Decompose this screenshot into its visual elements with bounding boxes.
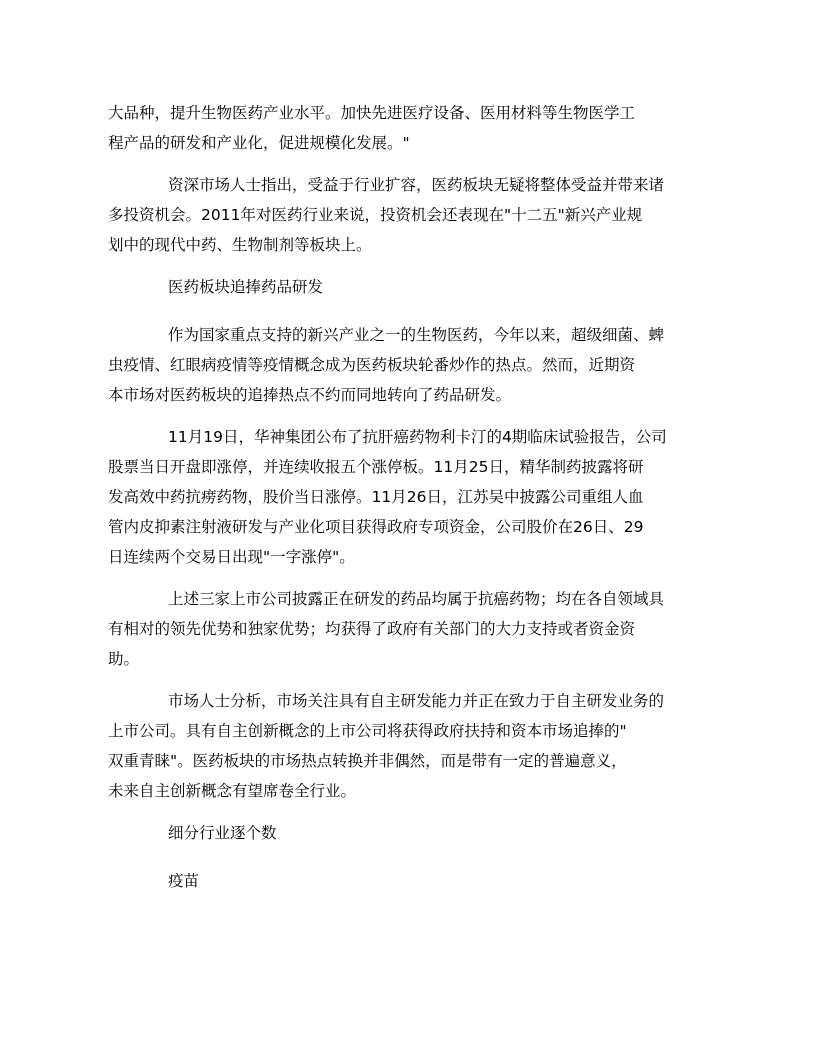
section-heading-segments bbox=[108, 818, 708, 848]
paragraph-4 bbox=[108, 422, 708, 572]
text-line: 发高效中药抗痨药物，股价当日涨停。11月26日，江苏吴中披露公司重组人血 bbox=[108, 488, 644, 506]
paragraph-5 bbox=[108, 584, 708, 674]
text-line: 未来自主创新概念有望席卷全行业。 bbox=[108, 782, 357, 800]
text-line: 作为国家重点支持的新兴产业之一的生物医药，今年以来，超级细菌、蜱 bbox=[168, 326, 665, 344]
text-line: 资深市场人士指出，受益于行业扩容，医药板块无疑将整体受益并带来诸 bbox=[168, 176, 665, 194]
section-heading-research bbox=[108, 272, 708, 302]
text-line: 大品种，提升生物医药产业水平。加快先进医疗设备、医用材料等生物医学工 bbox=[108, 104, 636, 122]
text-line: 市场人士分析，市场关注具有自主研发能力并正在致力于自主研发业务的 bbox=[168, 692, 665, 710]
text-line: 本市场对医药板块的追捧热点不约而同地转向了药品研发。 bbox=[108, 386, 512, 404]
heading-text: 医药板块追捧药品研发 bbox=[168, 278, 324, 296]
text-line: 日连续两个交易日出现"一字涨停"。 bbox=[108, 548, 355, 566]
text-line: 程产品的研发和产业化，促进规模化发展。" bbox=[108, 134, 410, 152]
paragraph-3 bbox=[108, 320, 708, 410]
text-line: 划中的现代中药、生物制剂等板块上。 bbox=[108, 236, 372, 254]
text-line: 双重青睐"。医药板块的市场热点转换并非偶然，而是带有一定的普遍意义， bbox=[108, 752, 627, 770]
text-line: 上市公司。具有自主创新概念的上市公司将获得政府扶持和资本市场追捧的" bbox=[108, 722, 627, 740]
text-line: 多投资机会。2011年对医药行业来说，投资机会还表现在"十二五"新兴产业规 bbox=[108, 206, 643, 224]
text-line: 管内皮抑素注射液研发与产业化项目获得政府专项资金，公司股价在26日、29 bbox=[108, 518, 644, 536]
text-line: 上述三家上市公司披露正在研发的药品均属于抗癌药物；均在各自领域具 bbox=[168, 590, 665, 608]
heading-text: 细分行业逐个数 bbox=[168, 824, 277, 842]
section-heading-vaccine bbox=[108, 866, 708, 896]
paragraph-2 bbox=[108, 170, 708, 260]
document-body bbox=[108, 98, 708, 908]
paragraph-6 bbox=[108, 686, 708, 806]
text-line: 有相对的领先优势和独家优势；均获得了政府有关部门的大力支持或者资金资 bbox=[108, 620, 636, 638]
text-line: 股票当日开盘即涨停，并连续收报五个涨停板。11月25日，精华制药披露将研 bbox=[108, 458, 644, 476]
paragraph-1 bbox=[108, 98, 708, 158]
text-line: 11月19日，华神集团公布了抗肝癌药物利卡汀的4期临床试验报告，公司 bbox=[168, 428, 667, 446]
heading-text: 疫苗 bbox=[168, 872, 200, 890]
text-line: 助。 bbox=[108, 650, 140, 668]
text-line: 虫疫情、红眼病疫情等疫情概念成为医药板块轮番炒作的热点。然而，近期资 bbox=[108, 356, 636, 374]
